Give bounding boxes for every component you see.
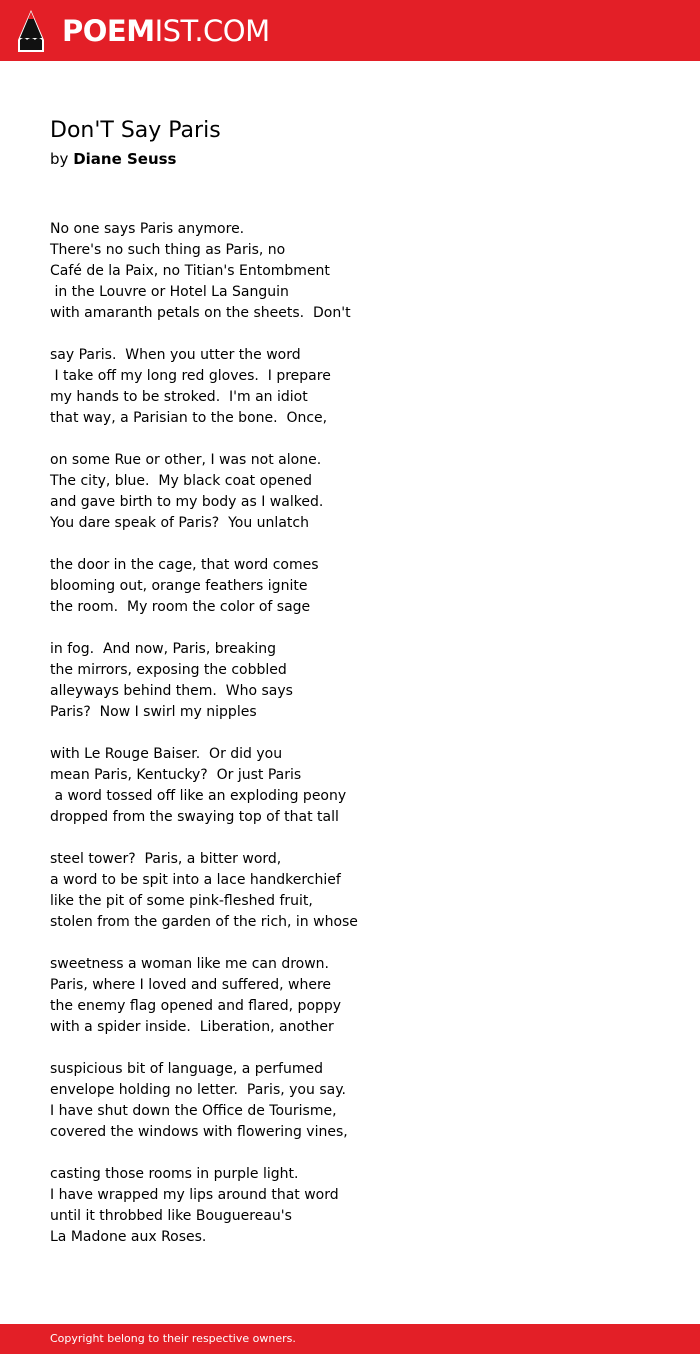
poem-line: The city, blue. My black coat opened	[50, 473, 313, 489]
poem-line: and gave birth to my body as I walked.	[50, 494, 324, 510]
poem-line: my hands to be stroked. I'm an idiot	[50, 389, 308, 405]
copyright-text: Copyright belong to their respective owners.	[50, 1332, 296, 1345]
site-logo[interactable]	[62, 12, 270, 50]
poem-line: steel tower? Paris, a bitter word,	[50, 851, 282, 867]
poem-line: I have wrapped my lips around that word	[50, 1187, 339, 1203]
by-label: by	[50, 150, 69, 168]
poem-line: the mirrors, exposing the cobbled	[50, 662, 287, 678]
poem-stanza	[50, 849, 670, 933]
poem-line: in fog. And now, Paris, breaking	[50, 641, 277, 657]
poem-line: I have shut down the Office de Tourisme,	[50, 1103, 337, 1119]
poem-stanza	[50, 219, 670, 324]
poem-stanza	[50, 555, 670, 618]
poem-line: sweetness a woman like me can drown.	[50, 956, 329, 972]
poem-line: I take off my long red gloves. I prepare	[50, 368, 331, 384]
poem-line: on some Rue or other, I was not alone.	[50, 452, 322, 468]
poem-line: until it throbbed like Bouguereau's	[50, 1208, 292, 1224]
poem-line: with amaranth petals on the sheets. Don't	[50, 305, 351, 321]
poem-line: mean Paris, Kentucky? Or just Paris	[50, 767, 302, 783]
poem-line: Paris? Now I swirl my nipples	[50, 704, 257, 720]
poem-line: with a spider inside. Liberation, another	[50, 1019, 334, 1035]
poem-line: envelope holding no letter. Paris, you say.	[50, 1082, 346, 1098]
poem-line: No one says Paris anymore.	[50, 221, 245, 237]
brand-light-text: IST.COM	[154, 14, 270, 48]
poem-stanza	[50, 1059, 670, 1143]
poem-line: a word tossed off like an exploding peony	[50, 788, 347, 804]
site-header	[0, 0, 700, 61]
poem-line: Paris, where I loved and suffered, where	[50, 977, 332, 993]
poem-line: alleyways behind them. Who says	[50, 683, 293, 699]
site-footer	[0, 1324, 700, 1354]
brand-bold-text: POEM	[62, 14, 155, 48]
poem-line: that way, a Parisian to the bone. Once,	[50, 410, 328, 426]
poem-line: You dare speak of Paris? You unlatch	[50, 515, 309, 531]
poem-line: Café de la Paix, no Titian's Entombment	[50, 263, 330, 279]
poem-line: like the pit of some pink-fleshed fruit,	[50, 893, 313, 909]
poem-line: a word to be spit into a lace handkerchief	[50, 872, 341, 888]
poem-line: La Madone aux Roses.	[50, 1229, 207, 1245]
poem-line: dropped from the swaying top of that tall	[50, 809, 339, 825]
poem-line: casting those rooms in purple light.	[50, 1166, 299, 1182]
byline	[50, 148, 177, 170]
poem-line: suspicious bit of language, a perfumed	[50, 1061, 323, 1077]
poem-line: There's no such thing as Paris, no	[50, 242, 286, 258]
poem-stanza	[50, 450, 670, 534]
poem-title: Don'T Say Paris	[50, 118, 221, 143]
poem-stanza	[50, 345, 670, 429]
poem-line: the room. My room the color of sage	[50, 599, 311, 615]
poem-line: with Le Rouge Baiser. Or did you	[50, 746, 283, 762]
poem-stanza	[50, 1164, 670, 1248]
poem-line: in the Louvre or Hotel La Sanguin	[50, 284, 289, 300]
pencil-tip-icon[interactable]	[18, 10, 44, 52]
poem-stanza	[50, 639, 670, 723]
poem-line: stolen from the garden of the rich, in whose	[50, 914, 358, 930]
poem-stanza	[50, 744, 670, 828]
poem-line: covered the windows with flowering vines,	[50, 1124, 348, 1140]
poem-line: the enemy flag opened and flared, poppy	[50, 998, 342, 1014]
poem-stanza	[50, 954, 670, 1038]
poem-line: the door in the cage, that word comes	[50, 557, 319, 573]
author-name[interactable]: Diane Seuss	[73, 150, 177, 168]
poem-body	[50, 219, 670, 1269]
poem-line: say Paris. When you utter the word	[50, 347, 301, 363]
poem-line: blooming out, orange feathers ignite	[50, 578, 308, 594]
